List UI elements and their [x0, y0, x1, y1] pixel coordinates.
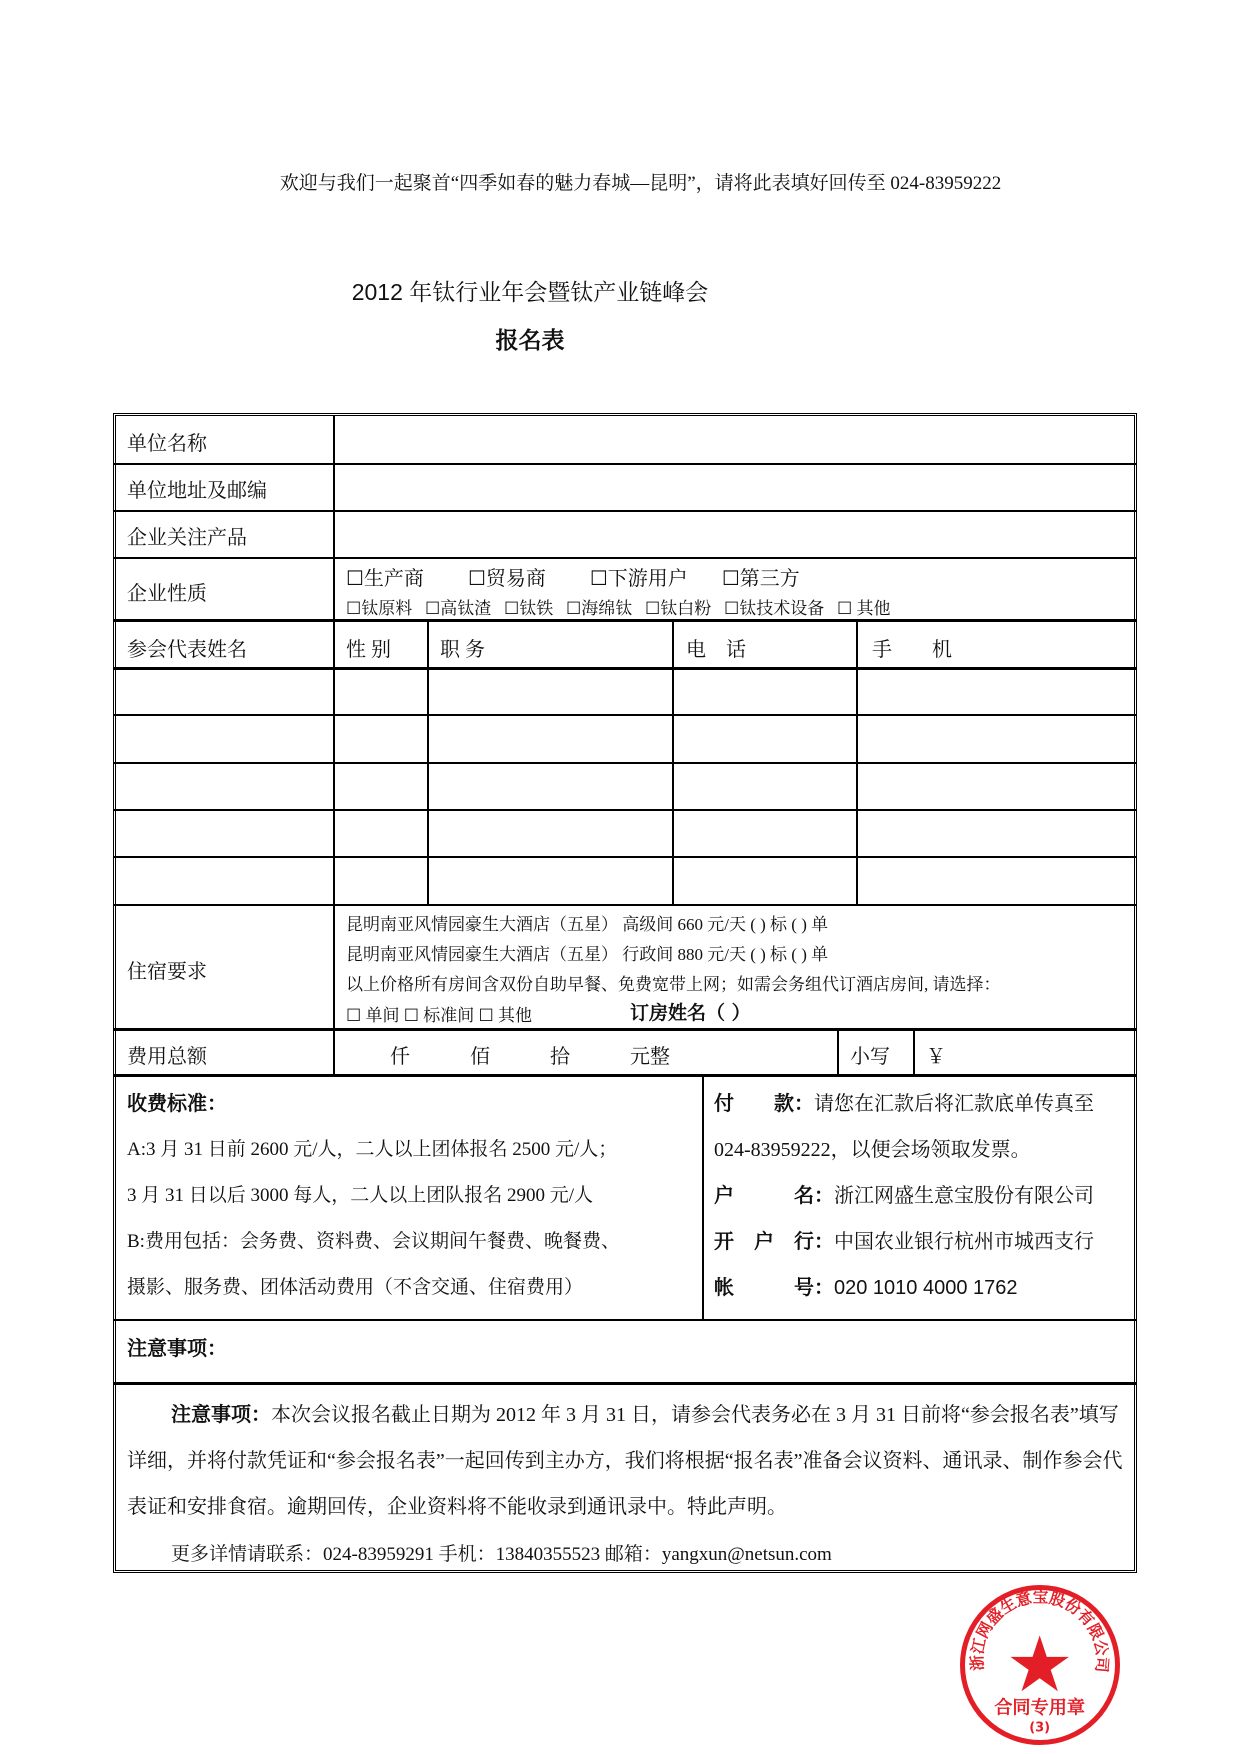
charges-title: 收费标准：	[127, 1093, 227, 1115]
svg-text:浙江网盛生意宝股份有限公司: 浙江网盛生意宝股份有限公司	[968, 1590, 1112, 1674]
page-title: 2012 年钛行业年会暨钛产业链峰会	[351, 279, 709, 305]
products-field[interactable]	[336, 512, 1134, 556]
room-type-options[interactable]: ☐ 单间 ☐ 标准间 ☐ 其他	[346, 1006, 532, 1025]
header-note: 欢迎与我们一起聚首“四季如春的魅力春城—昆明”，请将此表填好回传至 024-83959222	[279, 173, 1002, 194]
label-unit-name: 单位名称	[127, 433, 207, 455]
svg-text:合同专用章: 合同专用章	[994, 1697, 1086, 1719]
checkbox-third-party[interactable]: ☐第三方	[721, 568, 800, 590]
header-name: 参会代表姓名	[127, 639, 247, 661]
account-number: 帐 号：020 1010 4000 1762	[714, 1277, 1018, 1299]
checkbox-other[interactable]: ☐ 其他	[837, 599, 891, 618]
nature-options-1	[346, 562, 800, 591]
checkbox-raw[interactable]: ☐钛原料	[346, 599, 413, 618]
header-mobile: 手 机	[872, 639, 952, 661]
payment-line: 付 款：请您在汇款后将汇款底单传真至	[714, 1093, 1094, 1115]
charges-b2: 摄影、服务费、团体活动费用（不含交通、住宿费用）	[127, 1277, 584, 1298]
lodging-option-1: 昆明南亚风情园豪生大酒店（五星） 高级间 660 元/天 ( ) 标 ( ) 单	[346, 915, 829, 934]
company-seal	[960, 1585, 1120, 1745]
checkbox-producer[interactable]: ☐生产商	[346, 568, 424, 590]
lodging-option-2: 昆明南亚风情园豪生大酒店（五星） 行政间 880 元/天 ( ) 标 ( ) 单	[346, 945, 829, 964]
lodging-note: 以上价格所有房间含双份自助早餐、免费宽带上网；如需会务组代订酒店房间, 请选择：	[346, 975, 1001, 994]
checkbox-equipment[interactable]: ☐钛技术设备	[724, 599, 825, 618]
page-subtitle: 报名表	[495, 328, 565, 353]
charges-a: A:3 月 31 日前 2600 元/人，二人以上团体报名 2500 元/人；	[127, 1139, 618, 1160]
contact-info: 更多详情请联系：024-83959291 手机：13840355523 邮箱：yangxun@netsun.com	[171, 1544, 832, 1565]
star-icon	[1010, 1635, 1068, 1691]
nature-options-2	[346, 594, 891, 619]
checkbox-sponge[interactable]: ☐海绵钛	[566, 599, 633, 618]
label-unit-address: 单位地址及邮编	[127, 480, 267, 502]
bank-name: 开 户 行：中国农业银行杭州市城西支行	[714, 1231, 1094, 1253]
label-fee-total: 费用总额	[127, 1046, 207, 1068]
label-lodging: 住宿要求	[127, 961, 207, 983]
fee-amount-number[interactable]: ￥	[926, 1046, 946, 1068]
checkbox-slag[interactable]: ☐高钛渣	[425, 599, 492, 618]
header-gender: 性 别	[346, 639, 391, 661]
header-phone: 电 话	[686, 639, 746, 661]
label-fee-small: 小写	[850, 1046, 890, 1068]
booking-name-field[interactable]: 订房姓名（ ）	[630, 1002, 751, 1024]
label-products: 企业关注产品	[127, 527, 247, 549]
notes-text: 注意事项：本次会议报名截止日期为 2012 年 3 月 31 日，请参会代表务必在 3 月 31 日前将“参会报名表”填写详细，并将付款凭证和“参会报名表”一起回传到主办方，我们将根据“报名表”准备会议资料、通讯录、制作参会代表证和安排食宿。逾期回传，企业资料将不能收录到通讯录中。特此声明。	[127, 1404, 1123, 1518]
unit-name-field[interactable]	[336, 416, 1134, 462]
unit-address-field[interactable]	[336, 465, 1134, 509]
charges-a2: 3 月 31 日以后 3000 每人，二人以上团队报名 2900 元/人	[127, 1185, 594, 1206]
checkbox-downstream[interactable]: ☐下游用户	[589, 568, 688, 590]
notes-title: 注意事项：	[127, 1338, 227, 1360]
account-name: 户 名：浙江网盛生意宝股份有限公司	[714, 1185, 1094, 1207]
payment-fax: 024-83959222，以便会场领取发票。	[714, 1139, 1031, 1161]
charges-b: B:费用包括：会务费、资料费、会议期间午餐费、晚餐费、	[127, 1231, 620, 1252]
fee-amount-words[interactable]: 仟 佰 拾 元整	[390, 1046, 670, 1068]
checkbox-tio2[interactable]: ☐钛白粉	[645, 599, 712, 618]
svg-text:(3): (3)	[1029, 1720, 1051, 1736]
checkbox-trader[interactable]: ☐贸易商	[467, 568, 546, 590]
header-position: 职 务	[440, 639, 485, 661]
label-nature: 企业性质	[127, 583, 207, 605]
checkbox-ferro[interactable]: ☐钛铁	[504, 599, 554, 618]
